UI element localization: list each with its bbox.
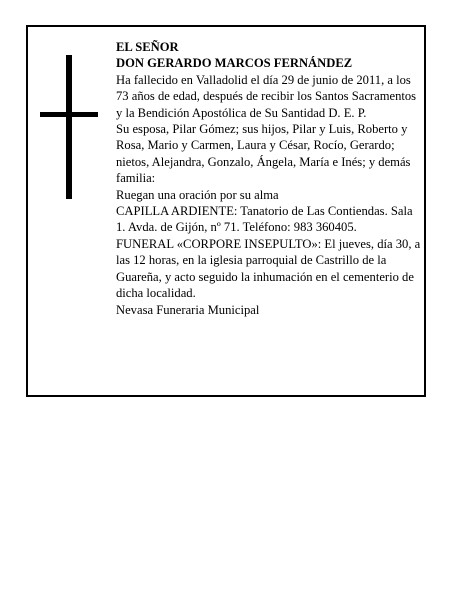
funeral-home: Nevasa Funeraria Municipal — [116, 302, 260, 317]
cross-horizontal-bar — [40, 112, 98, 117]
death-announcement: Ha fallecido en Valladolid el día 29 de junio de 2011, a los 73 años de edad, después de recibir los Santos Sacramentos y la Bendición Apostólica de Su Santidad D. E. P. — [116, 72, 417, 120]
funeral-info: FUNERAL «CORPORE INSEPULTO»: El jueves, día 30, a las 12 horas, en la iglesia parroquial de Castrillo de la Guareña, y acto seguido la inhumación en el cementerio de dicha localidad. — [116, 236, 421, 301]
obituary-notice — [26, 25, 426, 397]
chapel-info: CAPILLA ARDIENTE: Tanatorio de Las Contiendas. Sala 1. Avda. de Gijón, nº 71. Teléfono: 983 360405. — [116, 204, 413, 235]
prayer-request: Ruegan una oración por su alma — [116, 187, 279, 202]
family-members: Su esposa, Pilar Gómez; sus hijos, Pilar y Luis, Roberto y Rosa, Mario y Carmen, Laura y César, Rocío, Gerardo; nietos, Alejandra, Gonzalo, Ángela, María e Inés; y demás familia: — [116, 122, 411, 186]
cross-icon — [40, 55, 98, 199]
notice-title-line1: EL SEÑOR — [116, 40, 179, 54]
deceased-name: DON GERARDO MARCOS FERNÁNDEZ — [116, 56, 353, 71]
notice-text — [116, 39, 422, 318]
cross-vertical-bar — [66, 55, 72, 199]
